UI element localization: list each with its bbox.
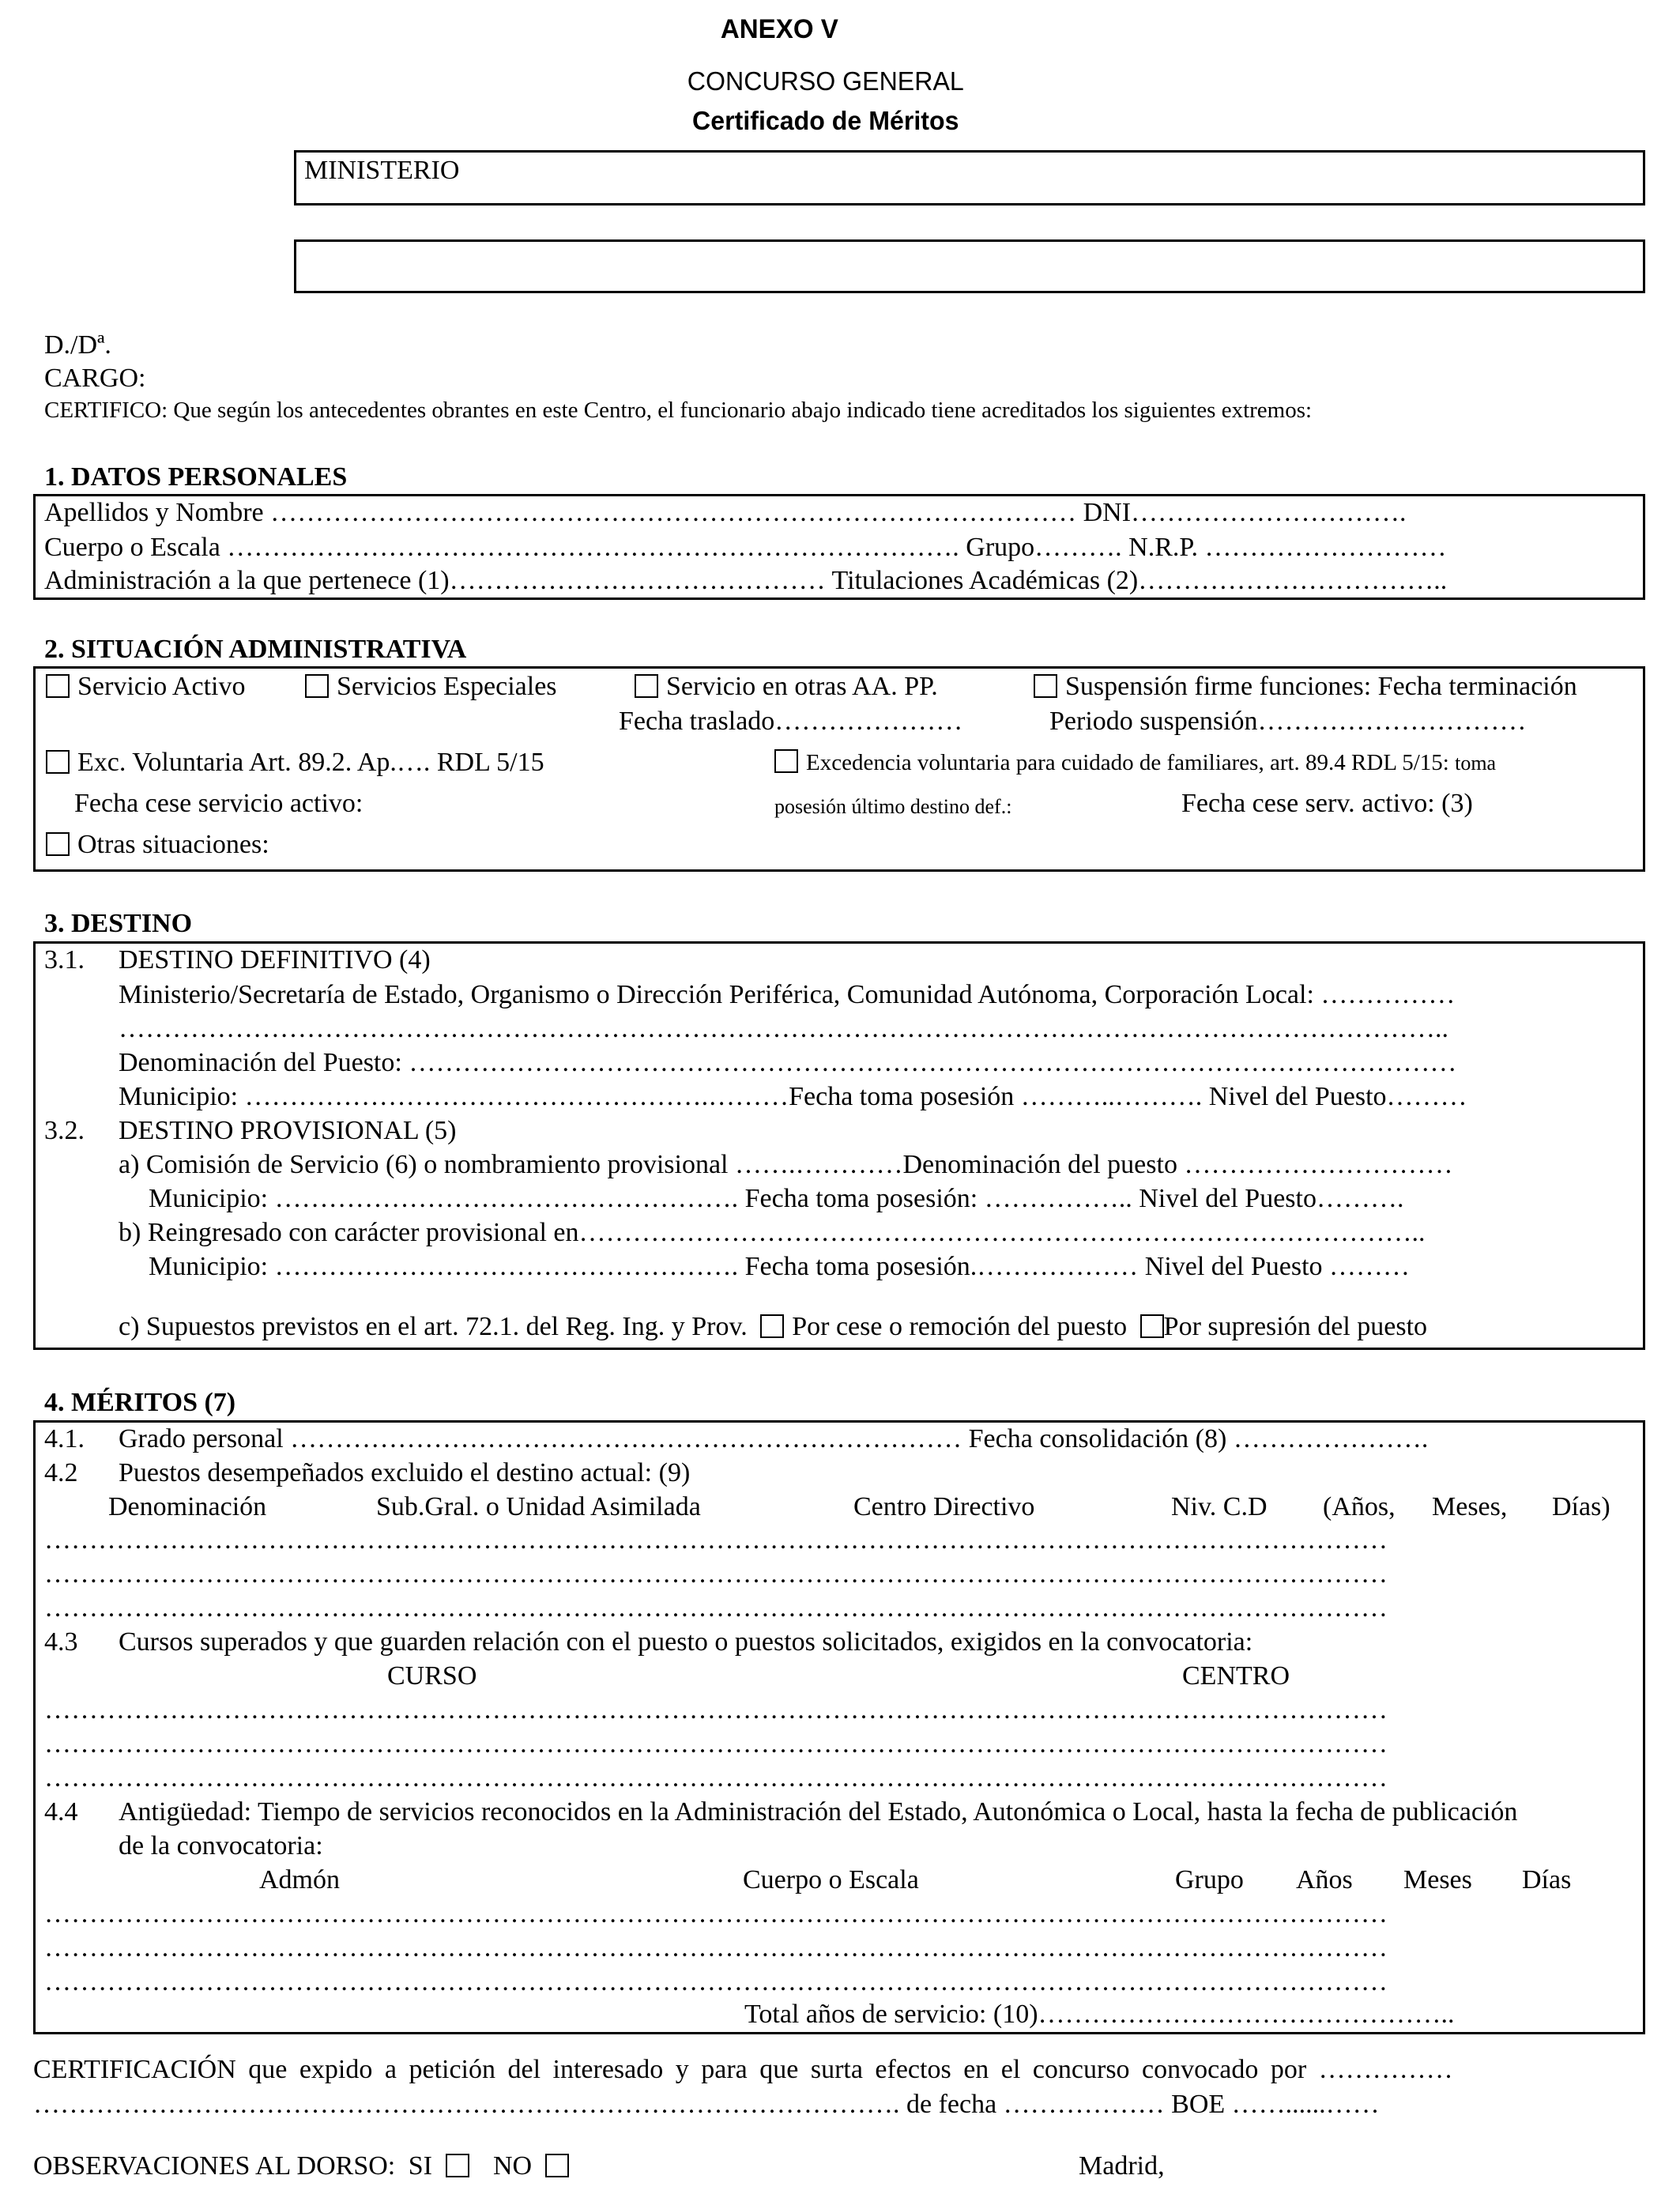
grado-personal-line[interactable]: Grado personal ………………………………………………………………… Fecha consolidación (8) …………………. <box>119 1424 1429 1453</box>
no-checkbox[interactable] <box>545 2154 569 2177</box>
c-option-supresion: Por supresión del puesto <box>1163 1312 1428 1341</box>
fecha-cese-activo-3: Fecha cese serv. activo: (3) <box>1181 789 1473 818</box>
antiguedad-row-3[interactable]: …………………………………………………………………………………………………………………………………… <box>44 1967 1388 1996</box>
fecha-cese-label: Fecha cese servicio activo: <box>74 789 363 818</box>
total-anos-servicio[interactable]: Total años de servicio: (10)……………………………………….. <box>744 2000 1455 2029</box>
option-suspension[interactable] <box>1034 672 1577 702</box>
annex-title: ANEXO V <box>720 14 838 44</box>
num-4-2: 4.2 <box>44 1458 78 1487</box>
def-line-municipio[interactable]: Municipio: …………………………………………….………Fecha toma posesión ………..………. Nivel del Puesto……… <box>119 1082 1467 1111</box>
col-centro: CENTRO <box>1182 1661 1290 1691</box>
num-4-3: 4.3 <box>44 1627 78 1657</box>
cargo-label: CARGO: <box>44 364 146 393</box>
cursos-row-2[interactable]: …………………………………………………………………………………………………………………………………… <box>44 1729 1388 1759</box>
col-nivel-cd: Niv. C.D <box>1171 1492 1268 1521</box>
option-exc-voluntaria[interactable] <box>46 748 544 778</box>
def-line-dots[interactable]: ………………………………………………………………………………………………………………………………….. <box>119 1014 1448 1043</box>
personal-line-admin[interactable]: Administración a la que pertenece (1)…………………………………… Titulaciones Académicas (2)…………………………….. <box>44 566 1448 595</box>
cursos-row-3[interactable]: …………………………………………………………………………………………………………………………………… <box>44 1763 1388 1793</box>
col-meses: Meses, <box>1432 1492 1508 1521</box>
personal-line-cuerpo[interactable]: Cuerpo o Escala ………………………………………………………………………. Grupo………. N.R.P. ……………………… <box>44 533 1447 562</box>
destino-definitivo-title: DESTINO DEFINITIVO (4) <box>119 945 431 974</box>
antiguedad-row-1[interactable]: …………………………………………………………………………………………………………………………………… <box>44 1899 1388 1928</box>
observaciones-label: OBSERVACIONES AL DORSO: <box>33 2151 396 2181</box>
option-label: Servicio Activo <box>77 672 246 701</box>
checkbox[interactable] <box>305 674 329 698</box>
checkbox[interactable] <box>635 674 658 698</box>
antiguedad-line2: de la convocatoria: <box>119 1831 323 1860</box>
option-exc-familiares[interactable] <box>774 749 1496 776</box>
madrid-label: Madrid, <box>1079 2151 1165 2181</box>
option-otras-situaciones[interactable] <box>46 830 269 860</box>
prov-b-line1[interactable]: b) Reingresado con carácter provisional en………………………………………………………………………………….. <box>119 1218 1426 1247</box>
ministry-field[interactable] <box>294 150 1645 205</box>
num-3-1: 3.1. <box>44 945 85 974</box>
dd-label: D./Dª. <box>44 330 111 360</box>
option-otras-aapp[interactable] <box>635 672 938 702</box>
certificacion-line1[interactable]: CERTIFICACIÓN que expido a petición del interesado y para que surta efectos en el concurso convocado por …………… <box>33 2055 1453 2084</box>
num-4-1: 4.1. <box>44 1424 85 1453</box>
option-label: Exc. Voluntaria Art. 89.2. Ap.…. RDL 5/15 <box>77 748 544 777</box>
checkbox-cese[interactable] <box>760 1314 784 1338</box>
antiguedad-row-2[interactable]: …………………………………………………………………………………………………………………………………… <box>44 1933 1388 1962</box>
col-admon: Admón <box>259 1865 340 1894</box>
col-cuerpo-escala: Cuerpo o Escala <box>743 1865 919 1894</box>
checkbox[interactable] <box>1034 674 1057 698</box>
certificate-title: Certificado de Méritos <box>692 106 959 135</box>
cursos-row-1[interactable]: …………………………………………………………………………………………………………………………………… <box>44 1695 1388 1725</box>
col-anos: (Años, <box>1323 1492 1396 1521</box>
checkbox-supresion[interactable] <box>1140 1314 1164 1338</box>
observaciones-line <box>33 2151 577 2181</box>
col-grupo: Grupo <box>1175 1865 1244 1894</box>
prov-a-line1[interactable]: a) Comisión de Servicio (6) o nombramiento provisional …….…………Denominación del puesto ………………………… <box>119 1150 1453 1179</box>
option-label: Suspensión firme funciones: Fecha terminación <box>1065 672 1577 701</box>
puestos-row-1[interactable]: …………………………………………………………………………………………………………………………………… <box>44 1525 1388 1555</box>
option-servicios-especiales[interactable] <box>305 672 557 702</box>
ministry-label: MINISTERIO <box>304 156 460 185</box>
periodo-suspension[interactable]: Periodo suspensión………………………… <box>1049 707 1527 736</box>
antiguedad-line1: Antigüedad: Tiempo de servicios reconocidos en la Administración del Estado, Autonómica o Local, hasta la fecha de publicación <box>119 1797 1518 1826</box>
prov-a-line2[interactable]: Municipio: ……………………………………………. Fecha toma posesión: …………….. Nivel del Puesto………. <box>149 1184 1404 1213</box>
checkbox[interactable] <box>46 750 70 774</box>
puestos-row-3[interactable]: …………………………………………………………………………………………………………………………………… <box>44 1593 1388 1623</box>
destino-provisional-title: DESTINO PROVISIONAL (5) <box>119 1116 457 1145</box>
puestos-row-2[interactable]: …………………………………………………………………………………………………………………………………… <box>44 1559 1388 1589</box>
prov-c-line <box>119 1312 1427 1342</box>
col-dias-44: Días <box>1522 1865 1572 1894</box>
personal-line-name[interactable]: Apellidos y Nombre ……………………………………………………………………………… DNI…………………………. <box>44 498 1407 527</box>
puestos-title: Puestos desempeñados excluido el destino actual: (9) <box>119 1458 691 1487</box>
certifico-text: CERTIFICO: Que según los antecedentes obrantes en este Centro, el funcionario abajo indicado tiene acreditados los siguientes extremos: <box>44 398 1313 423</box>
def-line-ministerio[interactable]: Ministerio/Secretaría de Estado, Organismo o Dirección Periférica, Comunidad Autónoma, Corporación Local: …………… <box>119 980 1456 1009</box>
col-anos-44: Años <box>1296 1865 1353 1894</box>
si-label: SI <box>408 2151 432 2181</box>
num-3-2: 3.2. <box>44 1116 85 1145</box>
section2-title: 2. SITUACIÓN ADMINISTRATIVA <box>44 635 467 664</box>
section3-title: 3. DESTINO <box>44 909 193 938</box>
option-servicio-activo[interactable] <box>46 672 245 702</box>
checkbox[interactable] <box>46 832 70 856</box>
num-4-4: 4.4 <box>44 1797 78 1826</box>
col-denominacion: Denominación <box>108 1492 267 1521</box>
unit-field[interactable] <box>294 239 1645 293</box>
si-checkbox[interactable] <box>446 2154 469 2177</box>
col-centro-directivo: Centro Directivo <box>853 1492 1035 1521</box>
def-line-denominacion[interactable]: Denominación del Puesto: ……………………………………………………………………………………………………… <box>119 1048 1457 1077</box>
col-curso: CURSO <box>387 1661 477 1691</box>
no-label: NO <box>493 2151 533 2181</box>
prov-b-line2[interactable]: Municipio: ……………………………………………. Fecha toma posesión.……………… Nivel del Puesto ……… <box>149 1252 1411 1281</box>
section1-title: 1. DATOS PERSONALES <box>44 462 348 492</box>
option-label: Servicios Especiales <box>337 672 557 701</box>
checkbox[interactable] <box>774 749 798 773</box>
col-dias: Días) <box>1552 1492 1610 1521</box>
fecha-traslado[interactable]: Fecha traslado………………… <box>619 707 963 736</box>
c-text: c) Supuestos previstos en el art. 72.1. del Reg. Ing. y Prov. <box>119 1312 748 1341</box>
posesion-label: posesión último destino def.: <box>774 795 1012 818</box>
cursos-title: Cursos superados y que guarden relación con el puesto o puestos solicitados, exigidos en la convocatoria: <box>119 1627 1253 1657</box>
certificacion-line2[interactable]: ……………………………………………………………………………………. de fecha ……………… BOE ……......…… <box>33 2090 1380 2119</box>
c-option-cese: Por cese o remoción del puesto <box>792 1312 1128 1341</box>
checkbox[interactable] <box>46 674 70 698</box>
toma-label: toma <box>1455 752 1497 775</box>
col-meses-44: Meses <box>1403 1865 1472 1894</box>
col-subgral: Sub.Gral. o Unidad Asimilada <box>376 1492 701 1521</box>
option-label: Excedencia voluntaria para cuidado de familiares, art. 89.4 RDL 5/15: <box>806 750 1449 775</box>
contest-title: CONCURSO GENERAL <box>687 66 964 96</box>
section4-title: 4. MÉRITOS (7) <box>44 1388 236 1417</box>
option-label: Servicio en otras AA. PP. <box>666 672 938 701</box>
option-label: Otras situaciones: <box>77 830 269 859</box>
